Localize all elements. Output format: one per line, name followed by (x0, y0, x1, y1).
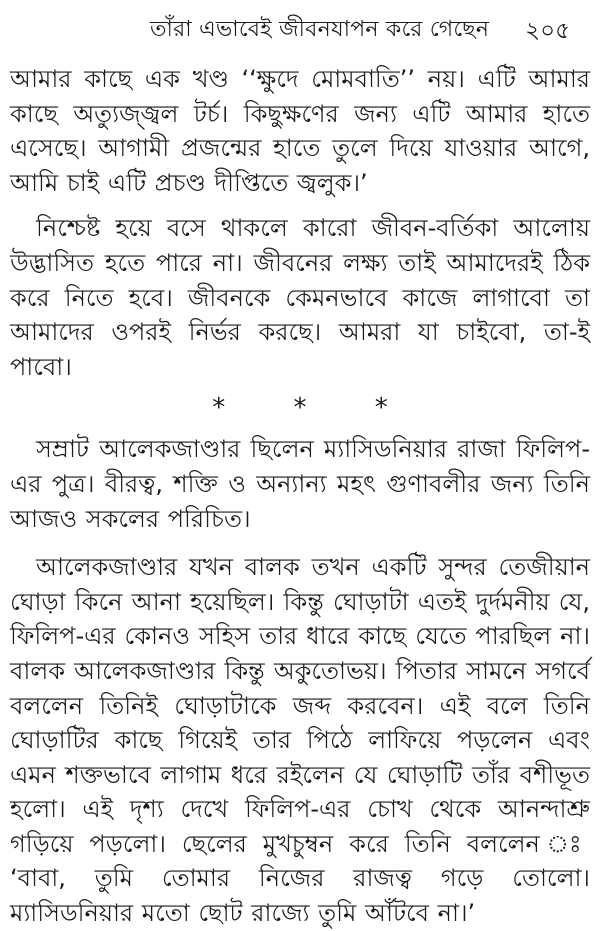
paragraph-gap (10, 200, 590, 211)
paragraph-alexander-horse: আলেকজাণ্ডার যখন বালক তখন একটি সুন্দর তেজীয়ান ঘোড়া কিনে আনা হয়েছিল। কিন্তু ঘোড়াটা এতই দুর্দমনীয় যে, ফিলিপ-এর কোনও সহিস তার ধারে কাছে যেতে পারছিল না। বালক আলেকজাণ্ডার কিন্তু অকুতোভয়। পিতার সামনে সগর্বে বললেন তিনিই ঘোড়াটাকে জব্দ করবেন। এই বলে তিনি ঘোড়াটির কাছে গিয়েই তার পিঠে লাফিয়ে পড়লেন এবং এমন শক্তভাবে লাগাম ধরে রইলেন যে ঘোড়াটি তাঁর বশীভূত হলো। এই দৃশ্য দেখে ফিলিপ-এর চোখ থেকে আনন্দাশ্রু গড়িয়ে পড়লো। ছেলের মুখচুম্বন করে তিনি বললেন ঃ ‘বাবা, তুমি তোমার নিজের রাজত্ব গড়ে তোলো। ম্যাসিডনিয়ার মতো ছোট রাজ্যে তুমি আঁটবে না।’ (10, 553, 590, 928)
running-title: তাঁরা এভাবেই জীবনযাপন করে গেছেন (150, 17, 490, 42)
paragraph-alexander-intro: সম্রাট আলেকজাণ্ডার ছিলেন ম্যাসিডনিয়ার রাজা ফিলিপ-এর পুত্র। বীরত্ব, শক্তি ও অন্যান্য মহৎ গুণাবলীর জন্য তিনি আজও সকলের পরিচিত। (10, 435, 590, 533)
separator-asterisk: * (212, 393, 226, 424)
page-number: ২০৫ (525, 18, 570, 44)
separator-asterisk: * (374, 393, 388, 424)
paragraph-quote-continuation: আমার কাছে এক খণ্ড ‘‘ক্ষুদে মোমবাতি’’ নয়। এটি আমার কাছে অত্যুজ্জ্বল টর্চ। কিছুক্ষণের জন্য এটি আমার হাতে এসেছে। আগামী প্রজন্মের হাতে তুলে দিয়ে যাওয়ার আগে, আমি চাই এটি প্রচণ্ড দীপ্তিতে জ্বলুক।’ (10, 65, 590, 197)
separator-asterisk: * (293, 393, 307, 424)
paragraph-life-purpose: নিশ্চেষ্ট হয়ে বসে থাকলে কারো জীবন-বর্তিকা আলোয় উদ্ভাসিত হতে পারে না। জীবনের লক্ষ্য তাই আমাদেরই ঠিক করে নিতে হবে। জীবনকে কেমনভাবে কাজে লাগাবো তা আমাদের ওপরই নির্ভর করছে। আমরা যা চাইবো, তা-ই পাবো। (10, 214, 590, 381)
section-separator (10, 388, 590, 428)
body-text (10, 62, 590, 931)
running-header (0, 10, 600, 50)
paragraph-gap (10, 536, 590, 550)
